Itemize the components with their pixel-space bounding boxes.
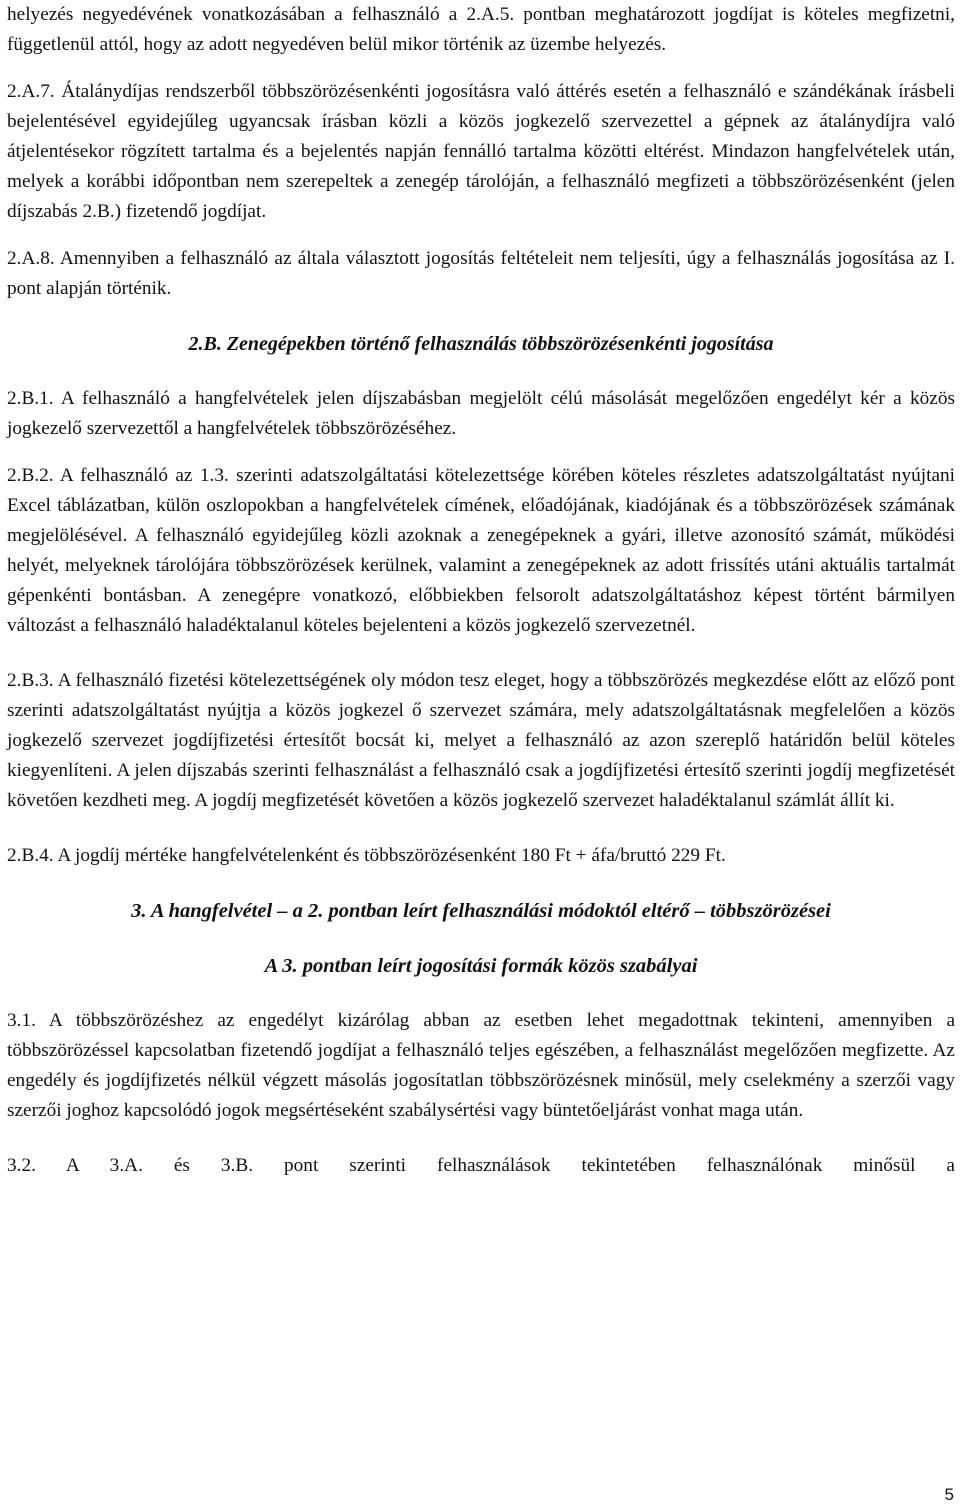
paragraph-3-2: 3.2. A 3.A. és 3.B. pont szerinti felhasználások tekintetében felhasználónak minősül a: [7, 1155, 955, 1176]
paragraph-2-a-8: 2.A.8. Amennyiben a felhasználó az általa választott jogosítás feltételeit nem teljesíti, úgy a felhasználás jogosítása az I. pont alapján történik.: [7, 248, 955, 299]
paragraph-2-a-6-continuation: helyezés negyedévének vonatkozásában a felhasználó a 2.A.5. pontban meghatározott jogdíjat is köteles megfizetni, függetlenül attól, hogy az adott negyedéven belül mikor történik az üzembe helyezés.: [7, 4, 955, 55]
document-page: [7, 0, 955, 1181]
paragraph-2-b-2: 2.B.2. A felhasználó az 1.3. szerinti adatszolgáltatási kötelezettsége körében köteles részletes adatszolgáltatást nyújtani Excel táblázatban, külön oszlopokban a hangfelvételek címének, előadójának, kiadójának és a többszörözések számának megjelölésével. A felhasználó egyidejűleg közli azoknak a zenegépeknek a gyári, illetve azonosító számát, működési helyét, melyeknek tárolójára többszörözések kerülnek, valamint a zenegépeknek az adott frissítés utáni aktuális tartalmát gépenkénti bontásban. A zenegépre vonatkozó, előbbiekben felsorolt adatszolgáltatáshoz képest történt bármilyen változást a felhasználó haladéktalanul köteles bejelenteni a közös jogkezelő szervezetnél.: [7, 465, 955, 636]
subsection-heading-3-common-rules: A 3. pontban leírt jogosítási formák közös szabályai: [264, 955, 698, 977]
section-heading-3: 3. A hangfelvétel – a 2. pontban leírt felhasználási módoktól eltérő – többszörözései: [131, 900, 831, 922]
paragraph-2-b-3: 2.B.3. A felhasználó fizetési kötelezettségének oly módon tesz eleget, hogy a többszörözés megkezdése előtt az előző pont szerinti adatszolgáltatást nyújtja a közös jogkezel ő szervezet számára, mely adatszolgáltatásnak megfelelően a közös jogkezelő szervezet jogdíjfizetési értesítőt bocsát ki, melyet a felhasználó az azon szereplő határidőn belül köteles kiegyenlíteni. A jelen díjszabás szerinti felhasználást a felhasználó csak a jogdíjfizetési értesítő szerinti jogdíj megfizetését követően kezdheti meg. A jogdíj megfizetését követően a közös jogkezelő szervezet haladéktalanul számlát állít ki.: [7, 670, 955, 811]
section-heading-2-b: 2.B. Zenegépekben történő felhasználás többszörözésenkénti jogosítása: [188, 333, 774, 355]
paragraph-3-1: 3.1. A többszörözéshez az engedélyt kizárólag abban az esetben lehet megadottnak tekinteni, amennyiben a többszörözéssel kapcsolatban fizetendő jogdíjat a felhasználó teljes egészében, a felhasználást megelőzően megfizette. Az engedély és jogdíjfizetés nélkül végzett másolás jogosítatlan többszörözésnek minősül, mely cselekmény a szerzői vagy szerzői joghoz kapcsolódó jogok megsértéseként szabálysértési vagy büntetőeljárást vonhat maga után.: [7, 1010, 955, 1121]
paragraph-2-b-1: 2.B.1. A felhasználó a hangfelvételek jelen díjszabásban megjelölt célú másolását megelőzően engedélyt kér a közös jogkezelő szervezettől a hangfelvételek többszörözéséhez.: [7, 388, 955, 439]
page-number: 5: [944, 1485, 954, 1504]
paragraph-2-a-7: 2.A.7. Átalánydíjas rendszerből többszörözésenkénti jogosításra való áttérés esetén a felhasználó e szándékának írásbeli bejelentésével egyidejűleg ugyancsak írásban közli a közös jogkezelő szervezettel a gépnek az átalánydíjra való átjelentésekor rögzített tartalma és a bejelentés napján fennálló tartalma közötti eltérést. Mindazon hangfelvételek után, melyek a korábbi időpontban nem szerepeltek a zenegép tárolóján, a felhasználó megfizeti a többszörözésenként (jelen díjszabás 2.B.) fizetendő jogdíjat.: [7, 81, 955, 222]
paragraph-2-b-4: 2.B.4. A jogdíj mértéke hangfelvételenként és többszörözésenként 180 Ft + áfa/bruttó 229 Ft.: [7, 845, 726, 866]
